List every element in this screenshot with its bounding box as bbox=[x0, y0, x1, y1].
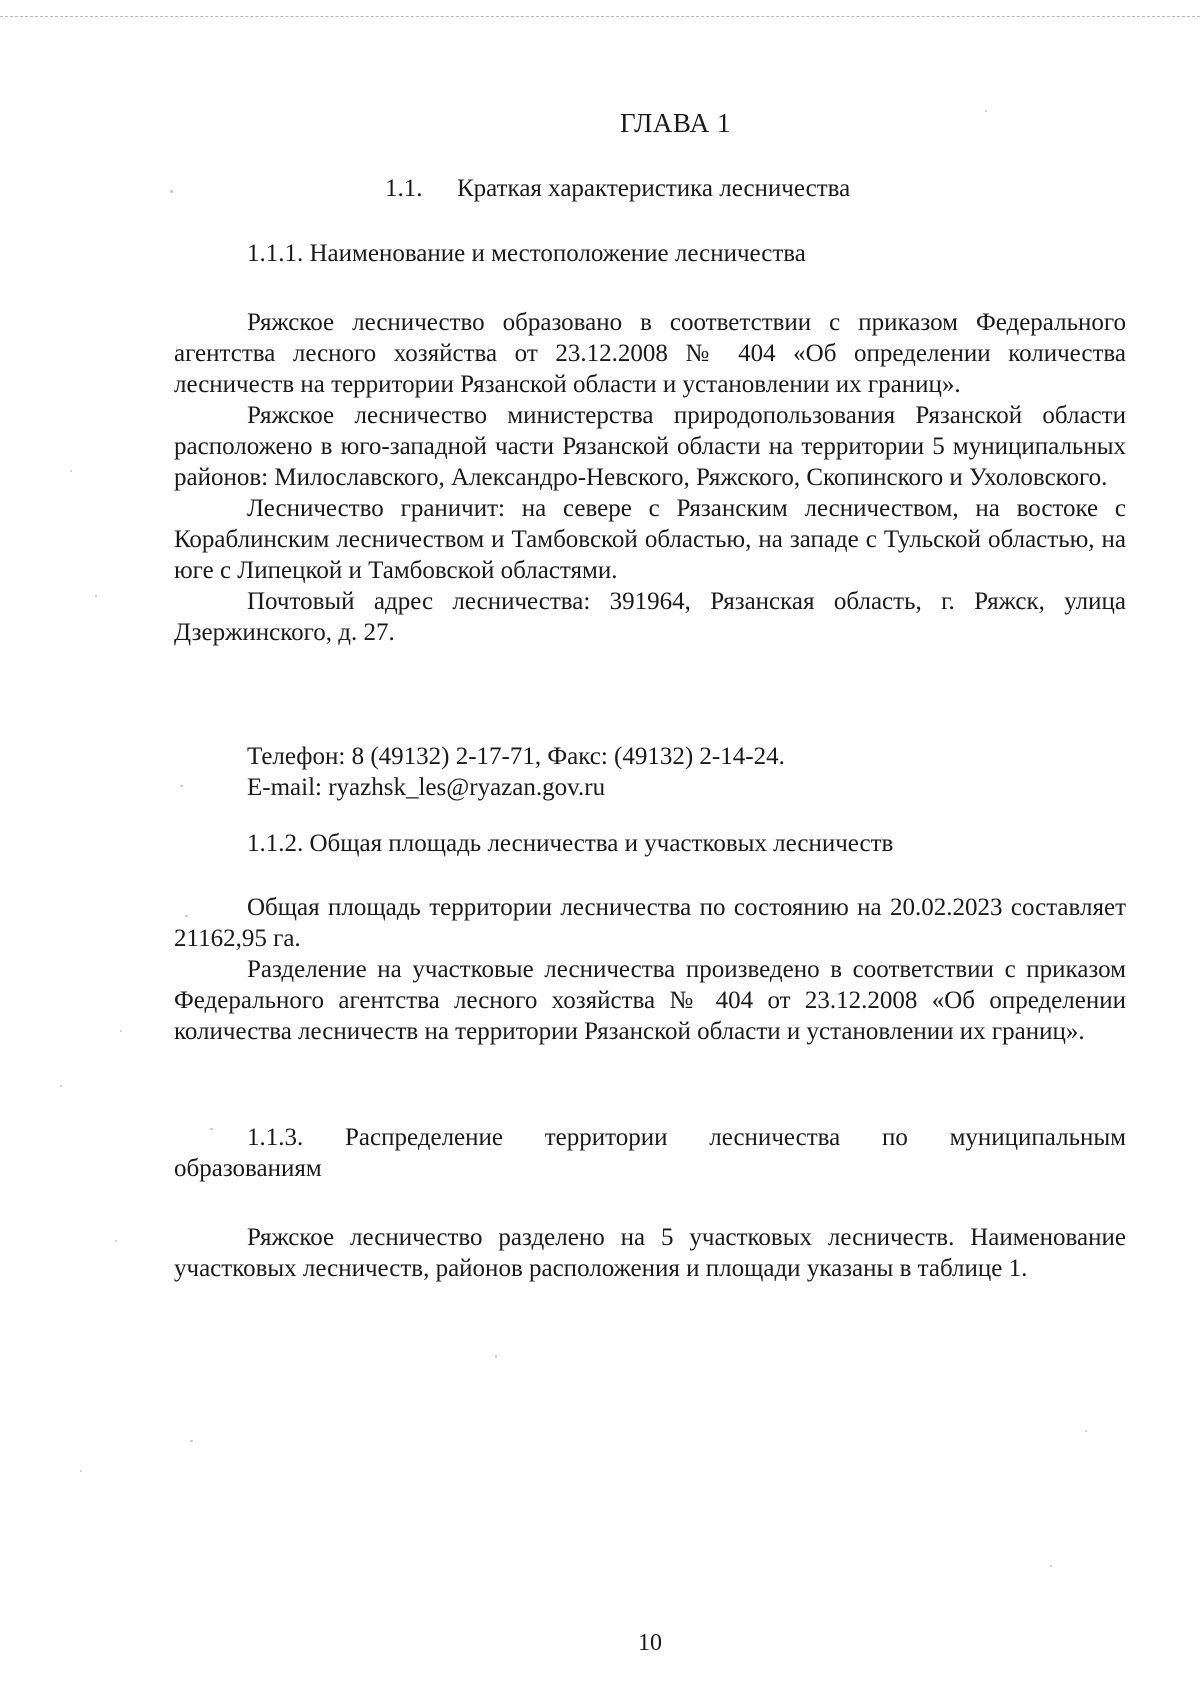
scan-speck bbox=[985, 110, 987, 112]
paragraph: Ряжское лесничество разделено на 5 участковых лесничеств. Наименование участковых лесничеств, районов расположения и площади указаны в таблице 1. bbox=[174, 1224, 1126, 1282]
subsection-1-heading: 1.1.1. Наименование и местоположение лесничества bbox=[247, 240, 806, 267]
scan-speck bbox=[210, 1128, 213, 1130]
paragraph: Ряжское лесничество образовано в соответствии с приказом Федерального агентства лесного хозяйства от 23.12.2008 № 404 «Об определении количества лесничеств на территории Рязанской области и установлении их границ». bbox=[174, 309, 1126, 398]
subsection-3-heading bbox=[174, 1122, 1126, 1184]
scan-speck bbox=[1085, 1430, 1087, 1432]
paragraph: Лесничество граничит: на севере с Рязанским лесничеством, на востоке с Кораблинским лесничеством и Тамбовской областью, на западе с Тульской областью, на юге с Липецкой и Тамбовской областями. bbox=[174, 495, 1126, 584]
scan-top-edge bbox=[0, 16, 1200, 17]
page-number: 10 bbox=[638, 1630, 662, 1656]
paragraph: Ряжское лесничество министерства природопользования Рязанской области расположено в юго-западной части Рязанской области на территории 5 муниципальных районов: Милославского, Александро-Невского, Ряжского, Скопинского и Ухоловского. bbox=[174, 402, 1126, 491]
section-heading bbox=[385, 175, 850, 203]
scan-speck bbox=[115, 1240, 117, 1242]
scan-speck bbox=[70, 470, 72, 472]
phone-line: Телефон: 8 (49132) 2-17-71, Факс: (49132) 2-14-24. bbox=[247, 743, 785, 770]
subsection-2-body bbox=[174, 892, 1126, 1047]
paragraph: Общая площадь территории лесничества по состоянию на 20.02.2023 составляет 21162,95 га. bbox=[174, 894, 1126, 952]
subsection-3-body bbox=[174, 1222, 1126, 1284]
paragraph: Почтовый адрес лесничества: 391964, Рязанская область, г. Ряжск, улица Дзержинского, д. 27. bbox=[174, 588, 1126, 646]
scan-speck bbox=[190, 1440, 193, 1442]
chapter-title: ГЛАВА 1 bbox=[620, 108, 731, 138]
scan-speck bbox=[1050, 1565, 1052, 1567]
subsection-1-body bbox=[174, 307, 1126, 648]
section-title: Краткая характеристика лесничества bbox=[457, 175, 851, 202]
section-number: 1.1. bbox=[385, 175, 423, 202]
scan-speck bbox=[185, 915, 188, 917]
subsection-3-heading-line: 1.1.3. Распределение территории лесничества по муниципальным bbox=[247, 1124, 1126, 1151]
scan-speck bbox=[120, 1030, 122, 1032]
scan-speck bbox=[95, 595, 97, 597]
paragraph: Разделение на участковые лесничества произведено в соответствии с приказом Федерального агентства лесного хозяйства № 404 от 23.12.2008 «Об определении количества лесничеств на территории Рязанской области и установлении их границ». bbox=[174, 956, 1126, 1045]
subsection-3-heading-line: образованиям bbox=[174, 1155, 322, 1182]
scan-speck bbox=[60, 1085, 62, 1087]
scan-speck bbox=[170, 190, 173, 193]
scan-speck bbox=[80, 1470, 82, 1472]
scan-speck bbox=[180, 785, 183, 787]
email-line: E-mail: ryazhsk_les@ryazan.gov.ru bbox=[247, 774, 606, 801]
subsection-2-heading: 1.1.2. Общая площадь лесничества и участковых лесничеств bbox=[247, 830, 894, 857]
scan-speck bbox=[495, 1355, 497, 1358]
